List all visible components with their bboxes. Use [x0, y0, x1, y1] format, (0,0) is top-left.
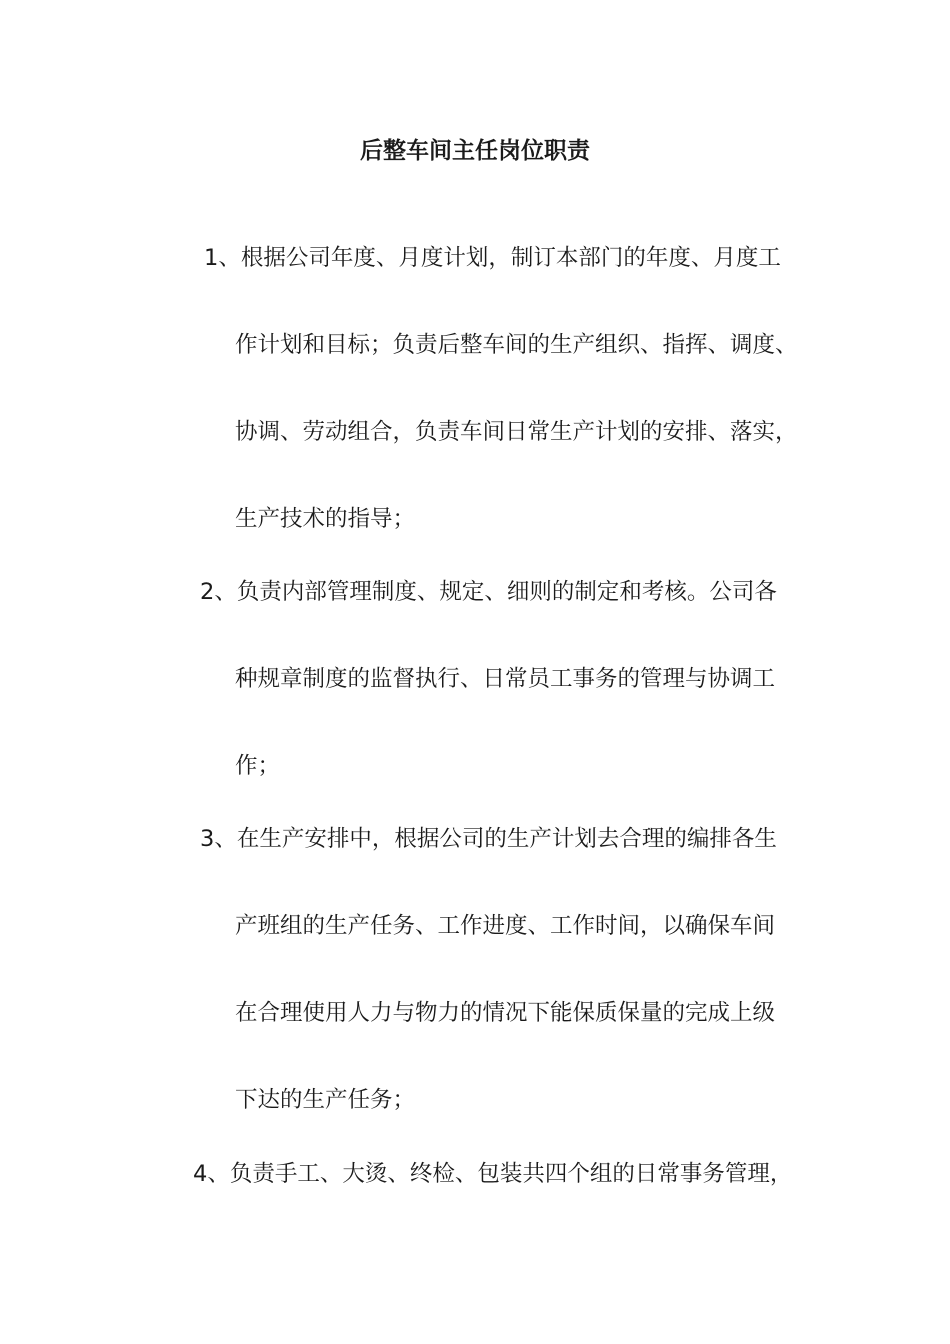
item-number: 1、: [204, 245, 241, 271]
item-line: 种规章制度的监督执行、日常员工事务的管理与协调工: [235, 666, 776, 692]
item-line: 生产技术的指导；: [235, 506, 416, 532]
page-title: 后整车间主任岗位职责: [360, 138, 590, 164]
item-line: 协调、劳动组合，负责车间日常生产计划的安排、落实，: [235, 419, 798, 445]
item-text: 负责内部管理制度、规定、细则的制定和考核。公司各: [236, 579, 777, 605]
item-text: 在生产安排中，根据公司的生产计划去合理的编排各生: [236, 826, 777, 852]
item-line: 作；: [235, 753, 281, 779]
item-line: 产班组的生产任务、工作进度、工作时间，以确保车间: [235, 913, 776, 939]
item-line: [193, 1157, 792, 1191]
item-text: 负责手工、大烫、终检、包装共四个组的日常事务管理，: [229, 1161, 793, 1187]
item-line: 下达的生产任务；: [235, 1087, 416, 1113]
item-number: 2、: [200, 579, 237, 605]
item-line: [200, 822, 777, 856]
item-line: 在合理使用人力与物力的情况下能保质保量的完成上级: [235, 1000, 776, 1026]
item-line: [200, 575, 777, 609]
item-text: 根据公司年度、月度计划，制订本部门的年度、月度工: [240, 245, 781, 271]
item-line: 作计划和目标；负责后整车间的生产组织、指挥、调度、: [235, 332, 798, 358]
item-number: 3、: [200, 826, 237, 852]
item-number: 4、: [193, 1161, 230, 1187]
item-line: [204, 241, 781, 275]
